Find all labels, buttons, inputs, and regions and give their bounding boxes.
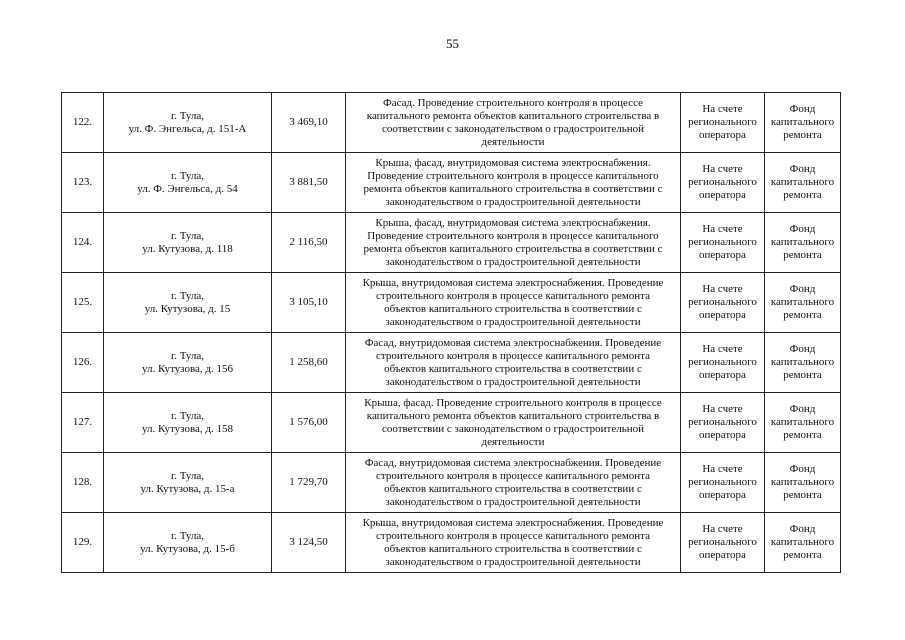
works-cell <box>346 333 681 393</box>
address-city: г. Тула, <box>170 109 205 122</box>
account-line: оператора <box>699 489 746 501</box>
address-street: ул. Кутузова, д. 15-б <box>140 542 235 555</box>
fund-cell <box>765 153 841 213</box>
works-line: деятельности <box>481 435 545 448</box>
fund-line: капитального <box>770 416 835 428</box>
account-line: оператора <box>699 369 746 381</box>
row-number-cell: 129. <box>62 513 104 573</box>
works-line: Проведение строительного контроля в процессе капитального <box>367 229 659 242</box>
fund-line: ремонта <box>783 549 822 561</box>
works-cell <box>346 93 681 153</box>
address-cell <box>104 153 272 213</box>
works-cell <box>346 213 681 273</box>
area-cell: 1 258,60 <box>272 333 346 393</box>
row-number-cell: 125. <box>62 273 104 333</box>
fund-cell <box>765 273 841 333</box>
account-cell <box>681 273 765 333</box>
account-cell <box>681 93 765 153</box>
account-line: На счете <box>702 163 743 175</box>
address-city: г. Тула, <box>170 169 205 182</box>
address-street: ул. Кутузова, д. 15-а <box>140 482 235 495</box>
works-line: капитального ремонта объектов капитального строительства в <box>366 109 660 122</box>
address-cell <box>104 93 272 153</box>
works-line: Фасад, внутридомовая система электроснабжения. Проведение <box>364 456 662 469</box>
fund-line: капитального <box>770 176 835 188</box>
works-line: Фасад. Проведение строительного контроля в процессе <box>383 96 643 109</box>
area-cell: 2 116,50 <box>272 213 346 273</box>
fund-line: ремонта <box>783 309 822 321</box>
works-line: объектов капитального строительства в соответствии с <box>384 482 642 495</box>
works-cell <box>346 153 681 213</box>
address-street: ул. Кутузова, д. 118 <box>142 242 233 255</box>
works-line: ремонта объектов капитального строительства в соответствии с <box>363 182 663 195</box>
row-number-cell: 122. <box>62 93 104 153</box>
works-line: Крыша, внутридомовая система электроснабжения. Проведение <box>362 276 664 289</box>
table-row <box>62 153 841 213</box>
works-line: объектов капитального строительства в соответствии с <box>384 542 642 555</box>
account-line: На счете <box>702 103 743 115</box>
works-line: ремонта объектов капитального строительства в соответствии с <box>363 242 663 255</box>
works-line: строительного контроля в процессе капитального ремонта <box>376 529 650 542</box>
repair-register-table <box>61 92 841 573</box>
works-line: объектов капитального строительства в соответствии с <box>384 302 642 315</box>
works-line: деятельности <box>481 135 545 148</box>
fund-line: Фонд <box>789 163 816 175</box>
fund-line: ремонта <box>783 249 822 261</box>
works-line: Крыша, фасад, внутридомовая система электроснабжения. <box>375 216 651 229</box>
row-number-cell: 127. <box>62 393 104 453</box>
fund-line: капитального <box>770 356 835 368</box>
account-line: оператора <box>699 309 746 321</box>
account-line: На счете <box>702 463 743 475</box>
works-line: законодательством о градостроительной деятельности <box>385 195 641 208</box>
fund-line: ремонта <box>783 189 822 201</box>
area-cell: 1 729,70 <box>272 453 346 513</box>
fund-line: ремонта <box>783 369 822 381</box>
fund-line: Фонд <box>789 103 816 115</box>
fund-cell <box>765 93 841 153</box>
address-city: г. Тула, <box>170 529 205 542</box>
fund-line: Фонд <box>789 463 816 475</box>
fund-line: капитального <box>770 236 835 248</box>
fund-cell <box>765 213 841 273</box>
works-line: Крыша, внутридомовая система электроснабжения. Проведение <box>362 516 664 529</box>
fund-line: капитального <box>770 296 835 308</box>
account-line: регионального <box>688 536 757 548</box>
works-line: Крыша, фасад, внутридомовая система электроснабжения. <box>375 156 651 169</box>
works-line: объектов капитального строительства в соответствии с <box>384 362 642 375</box>
address-city: г. Тула, <box>170 469 205 482</box>
register-body <box>62 93 841 573</box>
works-cell <box>346 393 681 453</box>
table-row <box>62 513 841 573</box>
area-cell: 3 469,10 <box>272 93 346 153</box>
row-number-cell: 126. <box>62 333 104 393</box>
account-cell <box>681 213 765 273</box>
works-line: законодательством о градостроительной деятельности <box>385 375 641 388</box>
address-cell <box>104 453 272 513</box>
address-cell <box>104 393 272 453</box>
area-cell: 3 105,10 <box>272 273 346 333</box>
fund-line: ремонта <box>783 489 822 501</box>
works-line: соответствии с законодательством о градостроительной <box>381 122 644 135</box>
account-line: оператора <box>699 249 746 261</box>
fund-line: ремонта <box>783 429 822 441</box>
fund-line: Фонд <box>789 523 816 535</box>
account-line: регионального <box>688 236 757 248</box>
address-street: ул. Кутузова, д. 15 <box>144 302 231 315</box>
address-cell <box>104 333 272 393</box>
account-cell <box>681 393 765 453</box>
works-line: Крыша, фасад. Проведение строительного контроля в процессе <box>364 396 662 409</box>
fund-line: Фонд <box>789 223 816 235</box>
address-street: ул. Ф. Энгельса, д. 54 <box>137 182 238 195</box>
account-line: регионального <box>688 356 757 368</box>
account-line: оператора <box>699 429 746 441</box>
fund-cell <box>765 453 841 513</box>
address-city: г. Тула, <box>170 409 205 422</box>
account-line: регионального <box>688 476 757 488</box>
works-line: капитального ремонта объектов капитального строительства в <box>366 409 660 422</box>
works-cell <box>346 453 681 513</box>
account-line: оператора <box>699 129 746 141</box>
area-cell: 1 576,00 <box>272 393 346 453</box>
table-row <box>62 93 841 153</box>
account-line: регионального <box>688 176 757 188</box>
fund-line: ремонта <box>783 129 822 141</box>
works-line: Фасад, внутридомовая система электроснабжения. Проведение <box>364 336 662 349</box>
works-line: законодательством о градостроительной деятельности <box>385 495 641 508</box>
address-city: г. Тула, <box>170 349 205 362</box>
address-cell <box>104 213 272 273</box>
address-street: ул. Кутузова, д. 158 <box>142 422 233 435</box>
account-line: На счете <box>702 523 743 535</box>
table-row <box>62 453 841 513</box>
works-line: строительного контроля в процессе капитального ремонта <box>376 289 650 302</box>
works-line: законодательством о градостроительной деятельности <box>385 255 641 268</box>
works-line: законодательством о градостроительной деятельности <box>385 555 641 568</box>
fund-cell <box>765 513 841 573</box>
row-number-cell: 128. <box>62 453 104 513</box>
fund-line: капитального <box>770 476 835 488</box>
address-city: г. Тула, <box>170 289 205 302</box>
address-city: г. Тула, <box>170 229 205 242</box>
account-line: На счете <box>702 343 743 355</box>
works-line: строительного контроля в процессе капитального ремонта <box>376 469 650 482</box>
account-cell <box>681 453 765 513</box>
table-row <box>62 393 841 453</box>
address-street: ул. Ф. Энгельса, д. 151-А <box>128 122 247 135</box>
address-cell <box>104 273 272 333</box>
address-cell <box>104 513 272 573</box>
fund-cell <box>765 393 841 453</box>
fund-line: Фонд <box>789 403 816 415</box>
table-row <box>62 273 841 333</box>
area-cell: 3 881,50 <box>272 153 346 213</box>
fund-line: Фонд <box>789 283 816 295</box>
fund-cell <box>765 333 841 393</box>
area-cell: 3 124,50 <box>272 513 346 573</box>
page-number: 55 <box>446 36 459 51</box>
account-line: регионального <box>688 296 757 308</box>
account-line: На счете <box>702 223 743 235</box>
account-cell <box>681 153 765 213</box>
works-line: законодательством о градостроительной деятельности <box>385 315 641 328</box>
table-row <box>62 333 841 393</box>
fund-line: Фонд <box>789 343 816 355</box>
works-line: строительного контроля в процессе капитального ремонта <box>376 349 650 362</box>
account-line: оператора <box>699 189 746 201</box>
row-number-cell: 124. <box>62 213 104 273</box>
account-line: регионального <box>688 416 757 428</box>
account-line: На счете <box>702 403 743 415</box>
address-street: ул. Кутузова, д. 156 <box>142 362 233 375</box>
works-cell <box>346 273 681 333</box>
fund-line: капитального <box>770 536 835 548</box>
works-line: Проведение строительного контроля в процессе капитального <box>367 169 659 182</box>
account-cell <box>681 333 765 393</box>
account-line: оператора <box>699 549 746 561</box>
fund-line: капитального <box>770 116 835 128</box>
account-line: регионального <box>688 116 757 128</box>
works-line: соответствии с законодательством о градостроительной <box>381 422 644 435</box>
account-line: На счете <box>702 283 743 295</box>
row-number-cell: 123. <box>62 153 104 213</box>
table-row <box>62 213 841 273</box>
works-cell <box>346 513 681 573</box>
account-cell <box>681 513 765 573</box>
